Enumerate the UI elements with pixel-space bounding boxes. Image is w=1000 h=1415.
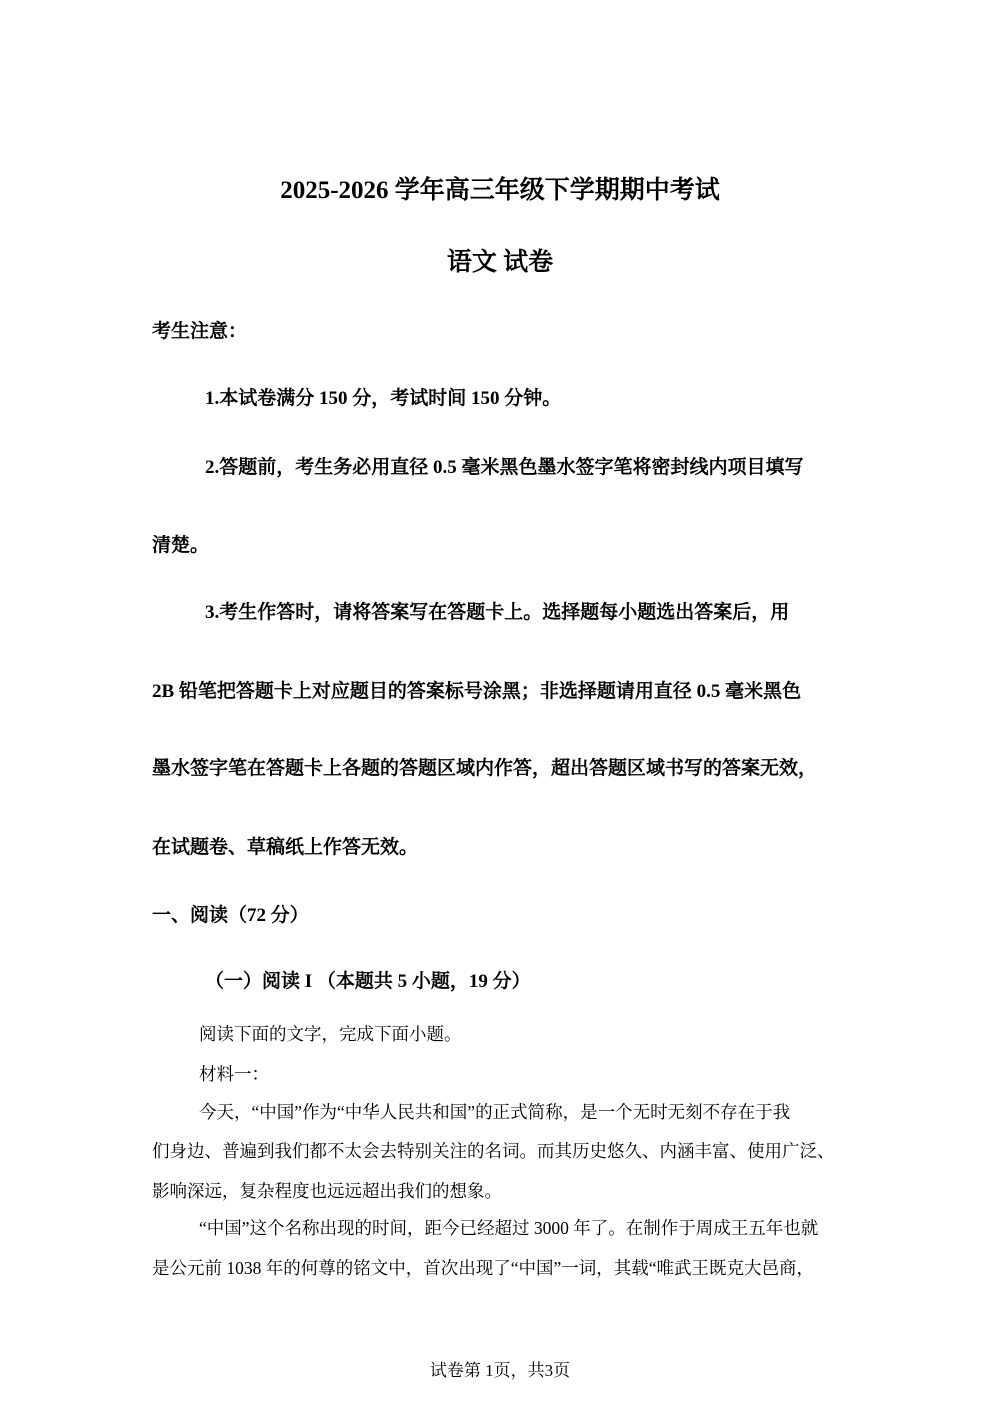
paragraph-2-line-1: “中国”这个名称出现的时间，距今已经超过 3000 年了。在制作于周成王五年也就 [199, 1218, 819, 1238]
page-footer: 试卷第 1页，共3页 [429, 1361, 571, 1380]
notice-item-3-line-1: 3.考生作答时，请将答案写在答题卡上。选择题每小题选出答案后，用 [205, 602, 790, 623]
notice-item-3-line-2: 2B 铅笔把答题卡上对应题目的答案标号涂黑；非选择题请用直径 0.5 毫米黑色 [152, 681, 802, 702]
notice-heading: 考生注意： [152, 321, 248, 342]
notice-item-2-line-2: 清楚。 [152, 535, 210, 556]
notice-item-2-line-1: 2.答题前，考生务必用直径 0.5 毫米黑色墨水签字笔将密封线内项目填写 [205, 457, 804, 478]
notice-item-3-line-3: 墨水签字笔在答题卡上各题的答题区域内作答，超出答题区域书写的答案无效， [152, 758, 818, 779]
section-heading: 一、阅读（72 分） [152, 905, 309, 926]
paragraph-1-line-2: 们身边、普遍到我们都不太会去特别关注的名词。而其历史悠久、内涵丰富、使用广泛、 [152, 1141, 835, 1161]
exam-subtitle: 语文 试卷 [446, 249, 554, 276]
notice-item-1: 1.本试卷满分 150 分，考试时间 150 分钟。 [205, 388, 562, 409]
paragraph-1-line-3: 影响深远，复杂程度也远远超出我们的想象。 [152, 1181, 502, 1201]
passage-instruction: 阅读下面的文字，完成下面小题。 [199, 1024, 462, 1044]
notice-item-3-line-4: 在试题卷、草稿纸上作答无效。 [152, 837, 419, 858]
paragraph-1-line-1: 今天，“中国”作为“中华人民共和国”的正式简称，是一个无时无刻不存在于我 [199, 1102, 791, 1122]
paragraph-2-line-2: 是公元前 1038 年的何尊的铭文中，首次出现了“中国”一词，其载“唯武王既克大邑商， [152, 1258, 815, 1278]
exam-title: 2025-2026 学年高三年级下学期期中考试 [280, 177, 720, 204]
material-label: 材料一： [199, 1064, 269, 1084]
section-subheading: （一）阅读 I （本题共 5 小题，19 分） [205, 971, 531, 992]
